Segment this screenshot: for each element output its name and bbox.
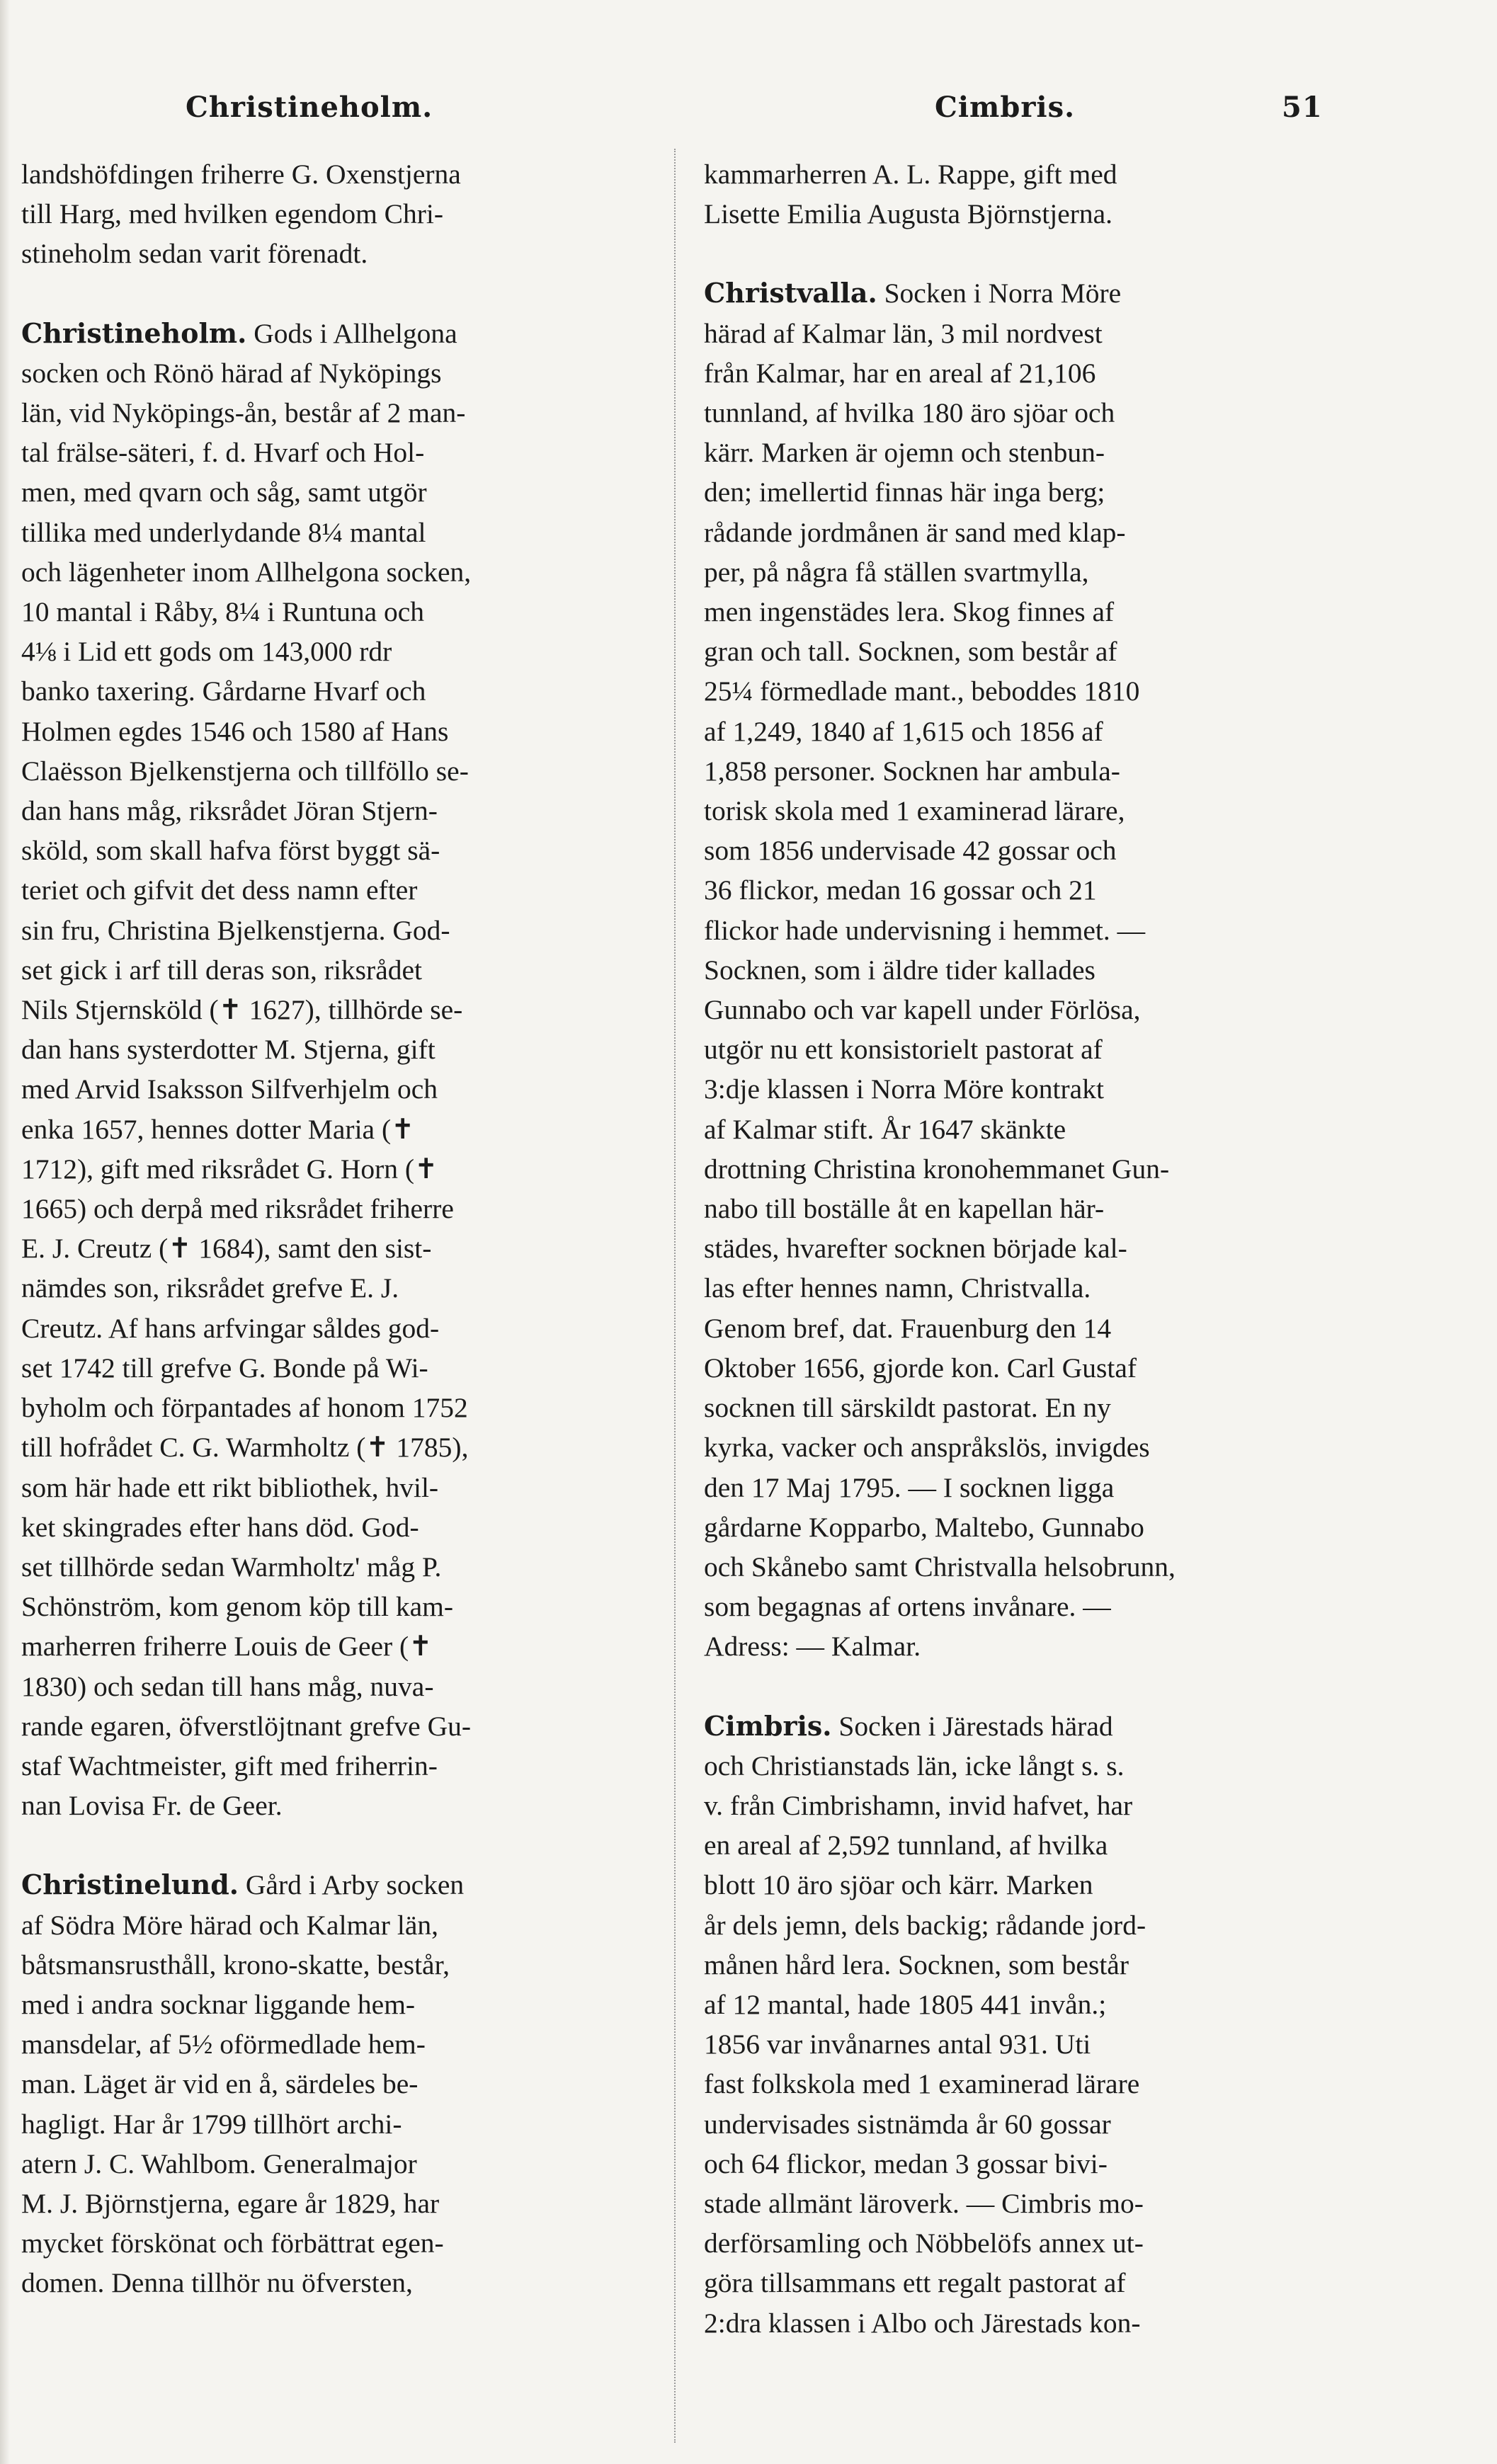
entry-text: Socken i Norra Möre härad af Kalmar län, 3 mil nordvest från Kalmar, har en areal af 21,106 tunnland, af hvilka 180 äro sjöar och kärr. Marken är ojemn och stenbun- den; imellertid finnas här inga berg; rådande jordmånen är sand med klap- per, på några få ställen svartmylla, men ingenstädes lera. Skog finnes af gran och tall. Socknen, som består af 25¼ förmedlade mant., beboddes 1810 af 1,249, 1840 af 1,615 och 1856 af 1,858 personer. Socknen har ambula- torisk skola med 1 examinerad lärare, som 1856 undervisade 42 gossar och 36 flickor, medan 16 gossar och 21 flickor hade undervisning i hemmet. — Socknen, som i äldre tider kallades Gunnabo och var kapell under Förlösa, utgör nu ett konsistorielt pastorat af 3:dje klassen i Norra Möre kontrakt af Kalmar stift. År 1647 skänkte drottning Christina kronohemmanet Gun- nabo till boställe åt en kapellan här- städes, hvarefter socknen började kal- las efter hennes namn, Christvalla. Genom bref, dat. Frauenburg den 14 Oktober 1656, gjorde kon. Carl Gustaf socknen till särskildt pastorat. En ny kyrka, vacker och anspråkslös, invigdes den 17 Maj 1795. — I socknen ligga gårdarne Kopparbo, Maltebo, Gunnabo och Skånebo samt Christvalla helsobrunn, som begagnas af ortens invånare. — Adress: — Kalmar. (704, 278, 1176, 1662)
entry-text: Gård i Arby socken af Södra Möre härad och Kalmar län, båtsmansrusthåll, krono-skatte, består, med i andra socknar liggande hem- mansdelar, af 5½ oförmedlade hem- man. Läget är vid en å, särdeles be- hagligt. Har år 1799 tillhört archi- atern J. C. Wahlbom. Generalmajor M. J. Björnstjerna, egare år 1829, har mycket förskönat och förbättrat egen- domen. Denna tillhör nu öfversten, (21, 1869, 465, 2299)
entry-text: Gods i Allhelgona socken och Rönö härad af Nyköpings län, vid Nyköpings-ån, består af 2 man- tal frälse-säteri, f. d. Hvarf och Hol- men, med qvarn och såg, samt utgör tillika med underlydande 8¼ mantal och lägenheter inom Allhelgona socken, 10 mantal i Råby, 8¼ i Runtuna och 4⅛ i Lid ett gods om 143,000 rdr banko taxering. Gårdarne Hvarf och Holmen egdes 1546 och 1580 af Hans Claësson Bjelkenstjerna och tillföllo se- dan hans måg, riksrådet Jöran Stjern- sköld, som skall hafva först byggt sä- teriet och gifvit det dess namn efter sin fru, Christina Bjelkenstjerna. God- set gick i arf till deras son, riksrådet Nils Stjernsköld (✝ 1627), tillhörde se- dan hans systerdotter M. Stjerna, gift med Arvid Isaksson Silfverhjelm och enka 1657, hennes dotter Maria (✝ 1712), gift med riksrådet G. Horn (✝ 1665) och derpå med riksrådet friherre E. J. Creutz (✝ 1684), samt den sist- nämdes son, riksrådet grefve E. J. Creutz. Af hans arfvingar såldes god- set 1742 till grefve G. Bonde på Wi- byholm och förpantades af honom 1752 till hofrådet C. G. Warmholtz (✝ 1785), som här hade ett rikt bibliothek, hvil- ket skingrades efter hans död. God- set tillhörde sedan Warmholtz' måg P. Schönström, kom genom köp till kam- marherren friherre Louis de Geer (✝ 1830) och sedan till hans måg, nuva- rande egaren, öfverstlöjtnant grefve Gu- staf Wachtmeister, gift med friherrin- nan Lovisa Fr. de Geer. (21, 317, 472, 1822)
column-divider (674, 149, 676, 2443)
page-spine-shadow (0, 0, 10, 2464)
left-column (21, 154, 644, 2303)
header-right-title: Cimbris. (935, 91, 1076, 124)
right-column (704, 154, 1327, 2343)
entry-title: Christineholm. (21, 316, 247, 349)
entry-christinelund (21, 1865, 644, 2303)
entry-christineholm (21, 314, 644, 1826)
entry-text: Socken i Järestads härad och Christianstads län, icke långt s. s. v. från Cimbrishamn, invid hafvet, har en areal af 2,592 tunnland, af hvilka blott 10 äro sjöar och kärr. Marken år dels jemn, dels backig; rådande jord- månen hård lera. Socknen, som består af 12 mantal, hade 1805 441 invån.; 1856 var invånarnes antal 931. Uti fast folkskola med 1 examinerad lärare undervisades sistnämda år 60 gossar och 64 flickor, medan 3 gossar bivi- stade allmänt läroverk. — Cimbris mo- derförsamling och Nöbbelöfs annex ut- göra tillsammans ett regalt pastorat af 2:dra klassen i Albo och Järestads kon- (704, 1710, 1146, 2339)
running-header (0, 91, 1497, 140)
entry-christvalla (704, 273, 1327, 1666)
entry-cimbris (704, 1706, 1327, 2343)
page-number: 51 (1282, 91, 1323, 124)
entry-title: Cimbris. (704, 1709, 832, 1742)
left-intro-text: landshöfdingen friherre G. Oxenstjerna till Harg, med hvilken egendom Chri- stineholm sedan varit förenadt. (21, 159, 461, 270)
header-left-title: Christineholm. (186, 91, 433, 124)
right-intro-text: kammarherren A. L. Rappe, gift med Lisette Emilia Augusta Björnstjerna. (704, 159, 1117, 230)
entry-title: Christinelund. (21, 1869, 239, 1901)
entry-title: Christvalla. (704, 277, 877, 309)
